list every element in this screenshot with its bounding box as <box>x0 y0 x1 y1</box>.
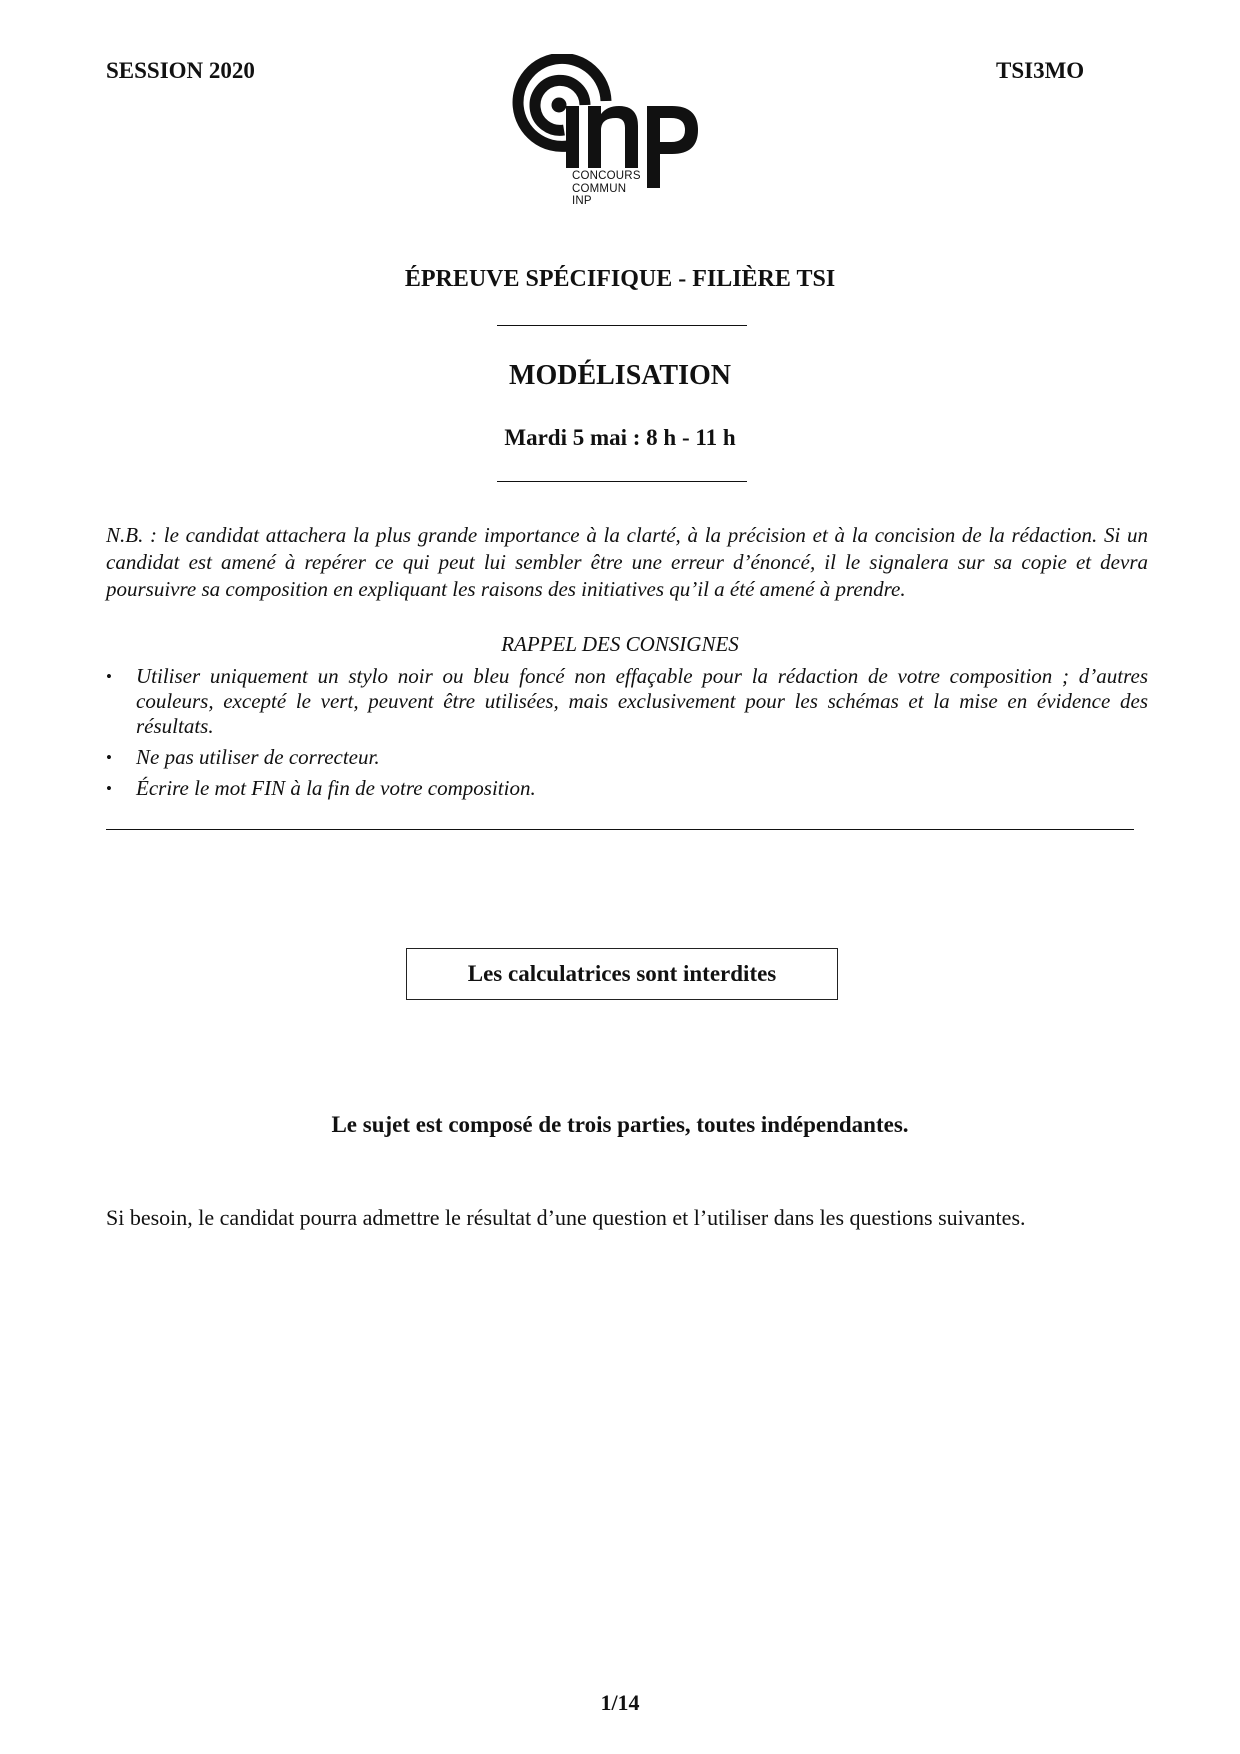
consignes-title: RAPPEL DES CONSIGNES <box>501 632 739 656</box>
consignes-list <box>106 664 1148 807</box>
list-item <box>106 745 1148 770</box>
sujet-statement: Le sujet est composé de trois parties, toutes indépendantes. <box>331 1112 909 1137</box>
logo-subtitle <box>572 170 641 208</box>
besoin-paragraph: Si besoin, le candidat pourra admettre le résultat d’une question et l’utiliser dans les questions suivantes. <box>106 1205 1026 1230</box>
page-number: 1/14 <box>600 1690 640 1715</box>
bullet-icon: • <box>106 748 112 767</box>
bullet-icon: • <box>106 779 112 798</box>
list-item <box>106 776 1148 801</box>
list-item-text: Ne pas utiliser de correcteur. <box>136 745 380 769</box>
calculator-notice: Les calculatrices sont interdites <box>467 961 777 986</box>
list-item-text: Écrire le mot FIN à la fin de votre composition. <box>136 776 536 800</box>
exam-date: Mardi 5 mai : 8 h - 11 h <box>504 425 736 450</box>
nb-paragraph: N.B. : le candidat attachera la plus grande importance à la clarté, à la précision et à la concision de la rédaction. Si un candidat est amené à repérer ce qui peut lui sembler être une erreur d’énoncé, il le signalera sur sa copie et devra poursuivre sa composition en expliquant les raisons des initiatives qu’il a été amené à prendre. <box>106 523 1148 601</box>
session-label: SESSION 2020 <box>106 58 255 83</box>
list-item-text: Utiliser uniquement un stylo noir ou bleu foncé non effaçable pour la rédaction de votre composition ; d’autres couleurs, excepté le vert, peuvent être utilisées, mais exclusivement pour les schémas et la mise en évidence des résultats. <box>136 664 1148 738</box>
calculator-notice-box <box>406 948 838 1000</box>
epreuve-heading: ÉPREUVE SPÉCIFIQUE - FILIÈRE TSI <box>404 266 836 292</box>
list-item <box>106 664 1148 739</box>
logo-subtitle-line: COMMUN <box>572 182 627 195</box>
section-divider <box>106 829 1134 830</box>
divider <box>497 481 747 482</box>
logo-subtitle-line: INP <box>572 195 592 207</box>
divider <box>497 325 747 326</box>
bullet-icon: • <box>106 667 112 686</box>
logo-subtitle-line: CONCOURS <box>572 170 641 182</box>
exam-code: TSI3MO <box>996 58 1085 83</box>
page-title: MODÉLISATION <box>509 360 731 391</box>
